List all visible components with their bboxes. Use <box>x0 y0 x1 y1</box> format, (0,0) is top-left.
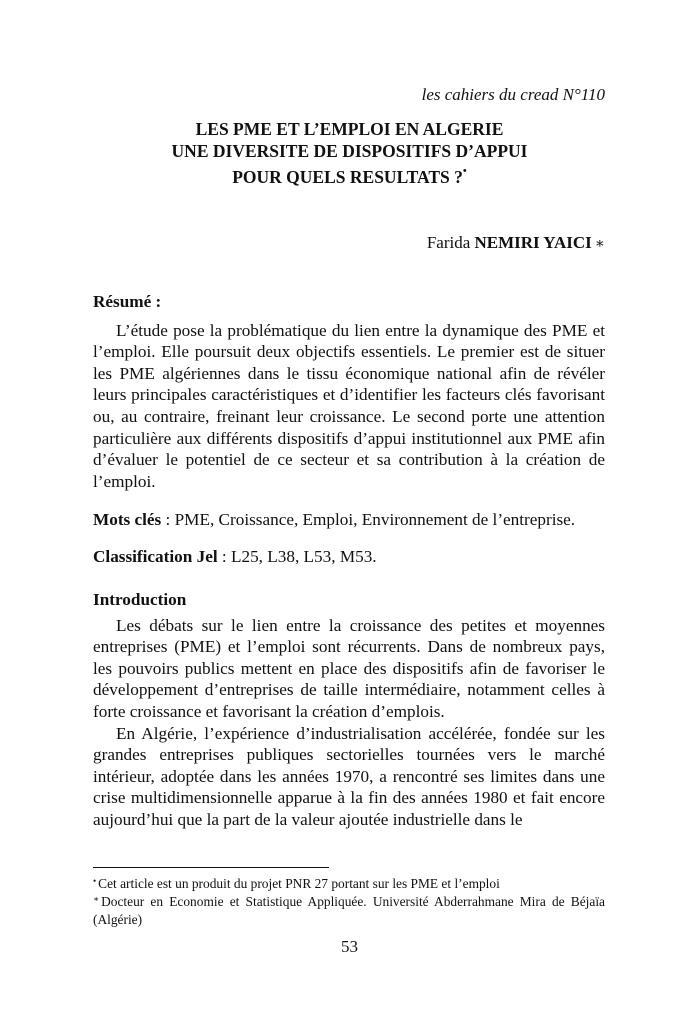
footnote-2-marker: ∗ <box>93 894 100 904</box>
title-line-3-text: POUR QUELS RESULTATS ? <box>232 166 463 187</box>
introduction-paragraph-2: En Algérie, l’expérience d’industrialisation accélérée, fondée sur les grandes entreprises publiques sectorielles tournées vers le marché intérieur, adoptée dans les années 1970, a rencontré ses limites dans une crise multidimensionnelle apparue à la fin des années 1980 et fait encore aujourd’hui que la part de la valeur ajoutée industrielle dans le <box>93 723 605 829</box>
title-line-1: LES PME ET L’EMPLOI EN ALGERIE <box>195 119 504 139</box>
footnote-1-marker: • <box>93 876 97 886</box>
footnote-2 <box>93 894 605 928</box>
keywords <box>93 509 605 531</box>
introduction-heading: Introduction <box>93 590 187 609</box>
footnote-1-text: Cet article est un produit du projet PNR 27 portant sur les PME et l’emploi <box>98 876 500 891</box>
keywords-label: Mots clés <box>93 510 162 529</box>
author-last-name: NEMIRI YAICI <box>474 233 592 252</box>
footnote-separator <box>93 867 329 868</box>
page-number: 53 <box>341 937 358 956</box>
title-line-3 <box>0 162 699 188</box>
title-footnote-marker: • <box>462 165 467 177</box>
author <box>427 232 605 255</box>
author-first-name: Farida <box>426 233 471 252</box>
author-footnote-marker: ∗ <box>594 236 605 252</box>
article-title <box>0 118 699 188</box>
classification <box>93 546 605 568</box>
resume-heading: Résumé : <box>93 292 162 311</box>
footnote-2-text: Docteur en Economie et Statistique Appliquée. Université Abderrahmane Mira de Béjaïa (Algérie) <box>93 894 605 927</box>
running-head: les cahiers du cread N°110 <box>421 85 605 104</box>
classification-text: : L25, L38, L53, M53. <box>217 547 377 566</box>
introduction-paragraph-1: Les débats sur le lien entre la croissance des petites et moyennes entreprises (PME) et l’emploi sont récurrents. Dans de nombreux pays, les pouvoirs publics mettent en place des dispositifs afin de favoriser le développement d’entreprises de taille intermédiaire, notamment celles à forte croissance et favorisant la création d’emplois. <box>93 615 605 721</box>
resume-text: L’étude pose la problématique du lien entre la dynamique des PME et l’emploi. Elle poursuit deux objectifs essentiels. Le premier est de situer les PME algériennes dans le tissu économique national afin de révéler leurs principales caractéristiques et d’identifier les facteurs clés favorisant ou, au contraire, freinant leur croissance. Le second porte une attention particulière aux différents dispositifs d’appui institutionnel aux PME afin d’évaluer le potentiel de ce secteur et sa contribution à la création de l’emploi. <box>93 320 605 491</box>
title-line-2: UNE DIVERSITE DE DISPOSITIFS D’APPUI <box>171 141 528 161</box>
introduction-section <box>93 589 605 831</box>
footnote-1 <box>93 876 605 894</box>
resume-section <box>93 291 605 492</box>
keywords-text: : PME, Croissance, Emploi, Environnement de l’entreprise. <box>161 510 576 529</box>
classification-label: Classification Jel <box>93 547 218 566</box>
